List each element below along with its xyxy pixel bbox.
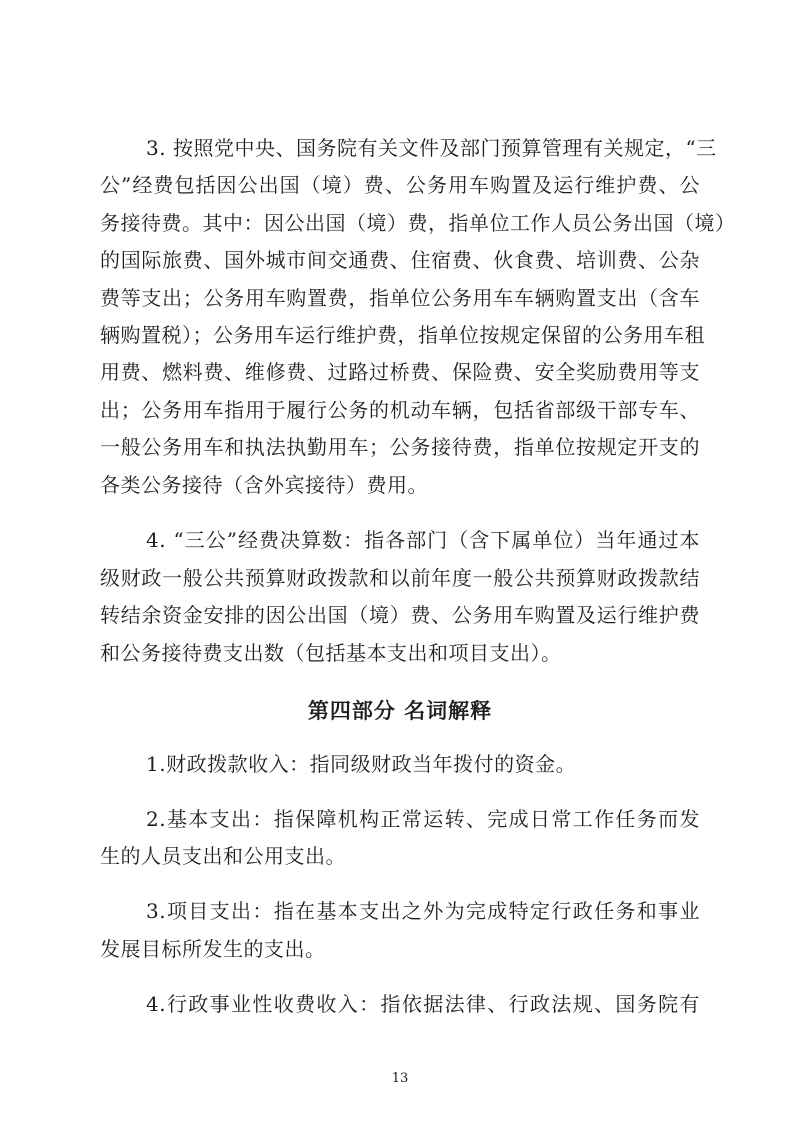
text-line: 务接待费。其中：因公出国（境）费，指单位工作人员公务出国（境） — [100, 211, 736, 235]
text-line: 2.基本支出：指保障机构正常运转、完成日常工作任务而发 — [146, 807, 700, 831]
text-line: 用费、燃料费、维修费、过路过桥费、保险费、安全奖励费用等支 — [100, 360, 700, 384]
text-line: 转结余资金安排的因公出国（境）费、公务用车购置及运行维护费 — [100, 603, 700, 627]
text-line: 4. “三公”经费决算数：指各部门（含下属单位）当年通过本 — [146, 528, 700, 552]
text-line: 辆购置税）；公务用车运行维护费，指单位按规定保留的公务用车租 — [100, 323, 705, 347]
text-line: 级财政一般公共预算财政拨款和以前年度一般公共预算财政拨款结 — [100, 566, 700, 590]
text-line: 一般公务用车和执法执勤用车；公务接待费，指单位按规定开支的 — [100, 435, 700, 459]
text-line: 出；公务用车指用于履行公务的机动车辆，包括省部级干部专车、 — [100, 398, 700, 422]
text-line: 3.项目支出：指在基本支出之外为完成特定行政任务和事业 — [146, 899, 700, 923]
text-line: 和公务接待费支出数（包括基本支出和项目支出）。 — [100, 641, 562, 665]
text-line: 费等支出；公务用车购置费，指单位公务用车车辆购置支出（含车 — [100, 286, 700, 310]
section-title: 第四部分 名词解释 — [307, 698, 493, 723]
text-line: 公”经费包括因公出国（境）费、公务用车购置及运行维护费、公 — [100, 173, 700, 197]
text-line: 3. 按照党中央、国务院有关文件及部门预算管理有关规定，“三 — [146, 136, 717, 160]
text-line: 各类公务接待（含外宾接待）费用。 — [100, 473, 428, 497]
text-line: 1.财政拨款收入：指同级财政当年拨付的资金。 — [146, 752, 577, 776]
page-number: 13 — [391, 1071, 409, 1086]
text-line: 4.行政事业性收费收入：指依据法律、行政法规、国务院有 — [146, 992, 700, 1016]
text-line: 生的人员支出和公用支出。 — [100, 844, 346, 868]
text-line: 发展目标所发生的支出。 — [100, 937, 326, 961]
text-line: 的国际旅费、国外城市间交通费、住宿费、伙食费、培训费、公杂 — [100, 248, 700, 272]
